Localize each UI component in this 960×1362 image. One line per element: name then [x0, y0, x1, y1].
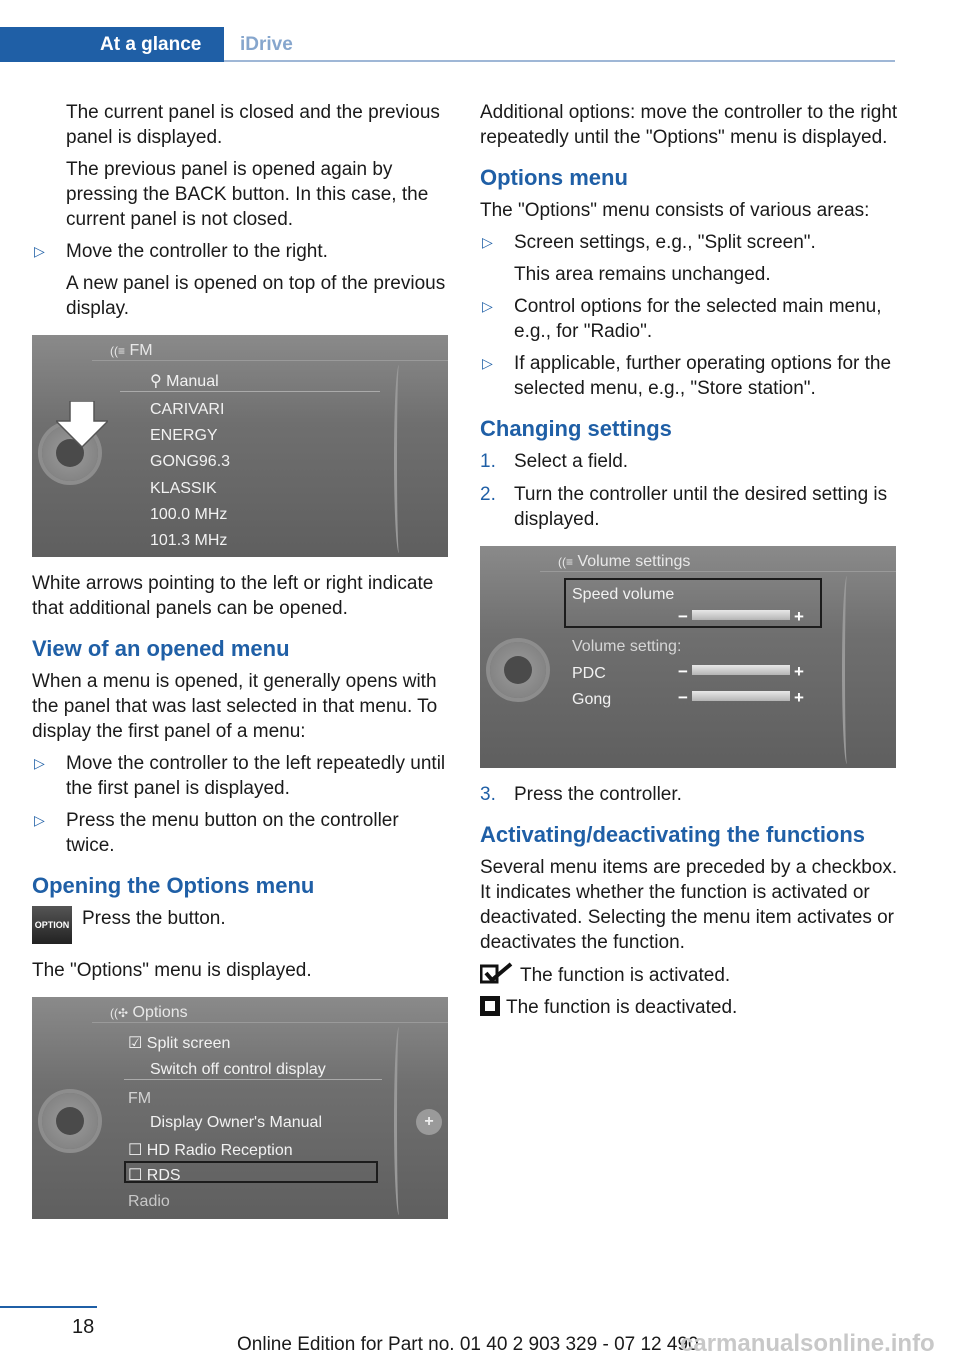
- paragraph: Additional options: move the controller to the right repeatedly until the "Options" menu is displayed.: [480, 102, 898, 148]
- screen-options-menu: [32, 997, 448, 1219]
- list-item: ▷ If applicable, further operating options for the selected menu, e.g., "Store station".: [482, 353, 892, 399]
- list-item: ▷ Press the menu button on the controller twice.: [34, 810, 399, 856]
- minus-icon: −: [678, 688, 688, 707]
- chapter-tab[interactable]: iDrive: [240, 34, 293, 55]
- list-item: ▷ Move the controller to the left repeatedly until the first panel is displayed.: [34, 753, 446, 799]
- heading: Changing settings: [480, 416, 672, 441]
- down-arrow-icon: [56, 401, 108, 447]
- edition-note: Online Edition for Part no. 01 40 2 903 329 - 07 12 490: [237, 1334, 699, 1355]
- search-icon: ⚲: [150, 373, 162, 390]
- menu-item-split-screen: ☑ Split screen: [128, 1035, 231, 1052]
- controller-knob: [42, 1093, 98, 1149]
- screen-fm-panel: [32, 335, 448, 557]
- search-item: ⚲ Manual: [150, 373, 219, 390]
- heading: Activating/deactivating the functions: [480, 822, 866, 847]
- list-item: 100.0 MHz: [150, 506, 228, 523]
- activated-line: The function is activated.: [480, 962, 898, 988]
- scroll-rail: [394, 365, 404, 553]
- triangle-bullet-icon: ▷: [34, 812, 45, 828]
- menu-item: Display Owner's Manual: [150, 1114, 323, 1131]
- checkbox-icon: ☐: [128, 1167, 143, 1184]
- triangle-bullet-icon: ▷: [34, 755, 45, 771]
- paragraph: Several menu items are preceded by a checkbox. It indicates whether the function is activated or deactivated. Selecting the menu item activates or deactivates the function.: [480, 857, 898, 953]
- screen-title: ((≡ FM: [110, 342, 153, 359]
- setting-pdc: PDC: [572, 665, 606, 682]
- menu-section-label: Radio: [128, 1193, 170, 1210]
- speed-volume-slider: [692, 610, 790, 620]
- right-column: [480, 100, 898, 1027]
- paragraph: The previous panel is opened again by pressing the BACK button. In this case, the current panel is not closed.: [66, 159, 429, 230]
- page-number: 18: [72, 1316, 95, 1338]
- plus-icon: +: [794, 688, 804, 707]
- paragraph: The current panel is closed and the previous panel is displayed.: [66, 102, 440, 148]
- gong-slider: [692, 691, 790, 701]
- heading: Opening the Options menu: [32, 873, 315, 898]
- options-icon: ((✣: [110, 1006, 129, 1020]
- paragraph: When a menu is opened, it generally opens with the panel that was last selected in that menu. To display the first panel of a menu:: [32, 671, 438, 742]
- list-item: ▷ Screen settings, e.g., "Split screen".: [482, 232, 816, 253]
- page-header: [0, 27, 895, 62]
- watermark: carmanualsonline.info: [680, 1330, 935, 1357]
- controller-knob: [490, 642, 546, 698]
- footer-rule: [0, 1306, 97, 1308]
- screen-title: ((✣ Options: [110, 1004, 188, 1021]
- section-tab[interactable]: At a glance: [0, 27, 224, 62]
- plus-icon: +: [794, 662, 804, 681]
- deactivated-line: The function is deactivated.: [480, 995, 898, 1020]
- setting-speed-volume: Speed volume: [572, 586, 675, 603]
- menu-item-hd-radio: ☐ HD Radio Reception: [128, 1142, 293, 1159]
- plus-icon: +: [416, 1109, 442, 1135]
- list-item: KLASSIK: [150, 480, 217, 497]
- screen-title: ((≡ Volume settings: [558, 553, 691, 570]
- list-item: ENERGY: [150, 427, 218, 444]
- step-item: 1. Select a field.: [480, 451, 629, 472]
- plus-icon: +: [794, 607, 804, 626]
- heading: Options menu: [480, 165, 628, 190]
- checkbox-empty-icon: [480, 996, 500, 1016]
- list-item: GONG96.3: [150, 453, 231, 470]
- left-column: [32, 100, 450, 1233]
- menu-section-label: FM: [128, 1090, 152, 1107]
- list-item: CARIVARI: [150, 401, 225, 418]
- pdc-slider: [692, 665, 790, 675]
- signal-icon: ((≡: [558, 555, 573, 569]
- paragraph: A new panel is opened on top of the previous display.: [66, 273, 446, 319]
- scroll-rail: [394, 1027, 404, 1215]
- signal-icon: ((≡: [110, 344, 125, 358]
- scroll-rail: [842, 576, 852, 764]
- setting-gong: Gong: [572, 691, 612, 708]
- option-instruction: OPTION Press the button.: [32, 906, 450, 944]
- minus-icon: −: [678, 662, 688, 681]
- minus-icon: −: [678, 607, 688, 626]
- step-item: 2. Turn the controller until the desired setting is displayed.: [480, 484, 888, 530]
- option-button-icon: OPTION: [32, 906, 72, 944]
- paragraph: The "Options" menu is displayed.: [32, 960, 312, 981]
- menu-item: Switch off control display: [150, 1061, 326, 1078]
- heading: View of an opened menu: [32, 636, 290, 661]
- paragraph: This area remains unchanged.: [514, 264, 771, 285]
- triangle-bullet-icon: ▷: [482, 234, 493, 250]
- triangle-bullet-icon: ▷: [482, 298, 493, 314]
- triangle-bullet-icon: ▷: [482, 355, 493, 371]
- paragraph: The "Options" menu consists of various areas:: [480, 200, 870, 221]
- step-item: 3. Press the controller.: [480, 784, 682, 805]
- list-item: ▷ Control options for the selected main menu, e.g., for "Radio".: [482, 296, 882, 342]
- paragraph: White arrows pointing to the left or right indicate that additional panels can be opened.: [32, 573, 434, 619]
- section-label: Volume setting:: [572, 638, 682, 655]
- list-item: 101.3 MHz: [150, 532, 228, 549]
- checkbox-checked-icon: ☑: [128, 1035, 143, 1052]
- checkbox-icon: ☐: [128, 1142, 143, 1159]
- triangle-bullet-icon: ▷: [34, 243, 45, 259]
- checkbox-checked-icon: [480, 962, 514, 984]
- list-item: ▷ Move the controller to the right.: [34, 241, 328, 262]
- menu-item-rds: ☐ RDS: [128, 1167, 181, 1184]
- screen-volume-settings: [480, 546, 896, 768]
